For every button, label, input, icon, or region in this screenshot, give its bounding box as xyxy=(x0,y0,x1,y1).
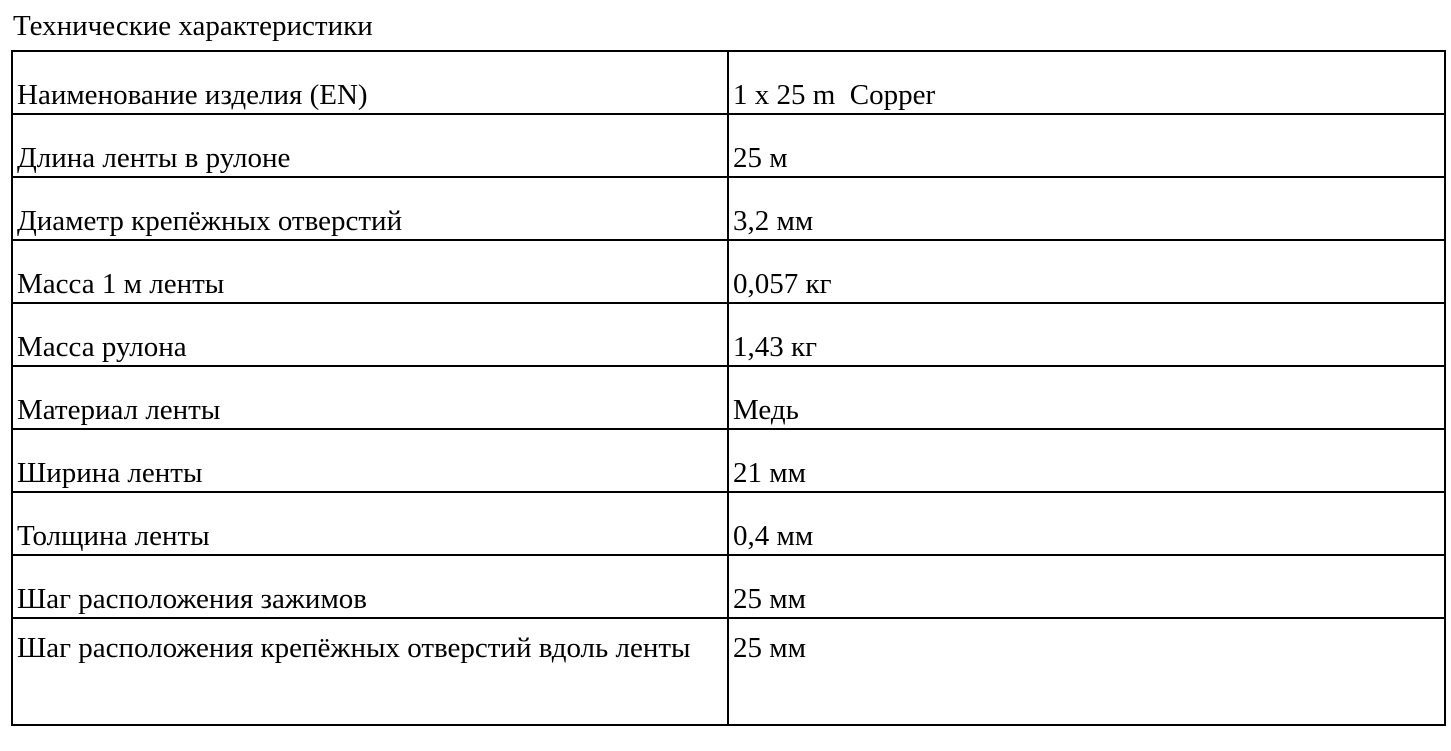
spec-value: 0,057 кг xyxy=(728,240,1445,303)
specs-table xyxy=(11,50,1446,726)
spec-label: Толщина ленты xyxy=(12,492,728,555)
spec-label: Масса 1 м ленты xyxy=(12,240,728,303)
table-row xyxy=(12,555,1445,618)
spec-value: 25 мм xyxy=(728,618,1445,725)
spec-label: Масса рулона xyxy=(12,303,728,366)
spec-label: Ширина ленты xyxy=(12,429,728,492)
spec-value: 3,2 мм xyxy=(728,177,1445,240)
spec-label: Шаг расположения крепёжных отверстий вдоль ленты xyxy=(12,618,728,725)
table-row xyxy=(12,240,1445,303)
table-row xyxy=(12,51,1445,114)
spec-value: 1,43 кг xyxy=(728,303,1445,366)
table-row xyxy=(12,114,1445,177)
table-row xyxy=(12,177,1445,240)
table-row xyxy=(12,366,1445,429)
spec-label: Наименование изделия (EN) xyxy=(12,51,728,114)
spec-value: Медь xyxy=(728,366,1445,429)
spec-value: 1 x 25 m Copper xyxy=(728,51,1445,114)
spec-label: Диаметр крепёжных отверстий xyxy=(12,177,728,240)
table-row xyxy=(12,303,1445,366)
spec-label: Материал ленты xyxy=(12,366,728,429)
table-row xyxy=(12,492,1445,555)
spec-value: 25 м xyxy=(728,114,1445,177)
table-row xyxy=(12,618,1445,725)
page-title: Технические характеристики xyxy=(13,10,373,42)
spec-label: Шаг расположения зажимов xyxy=(12,555,728,618)
spec-label: Длина ленты в рулоне xyxy=(12,114,728,177)
table-row xyxy=(12,429,1445,492)
spec-value: 25 мм xyxy=(728,555,1445,618)
spec-value: 21 мм xyxy=(728,429,1445,492)
spec-value: 0,4 мм xyxy=(728,492,1445,555)
